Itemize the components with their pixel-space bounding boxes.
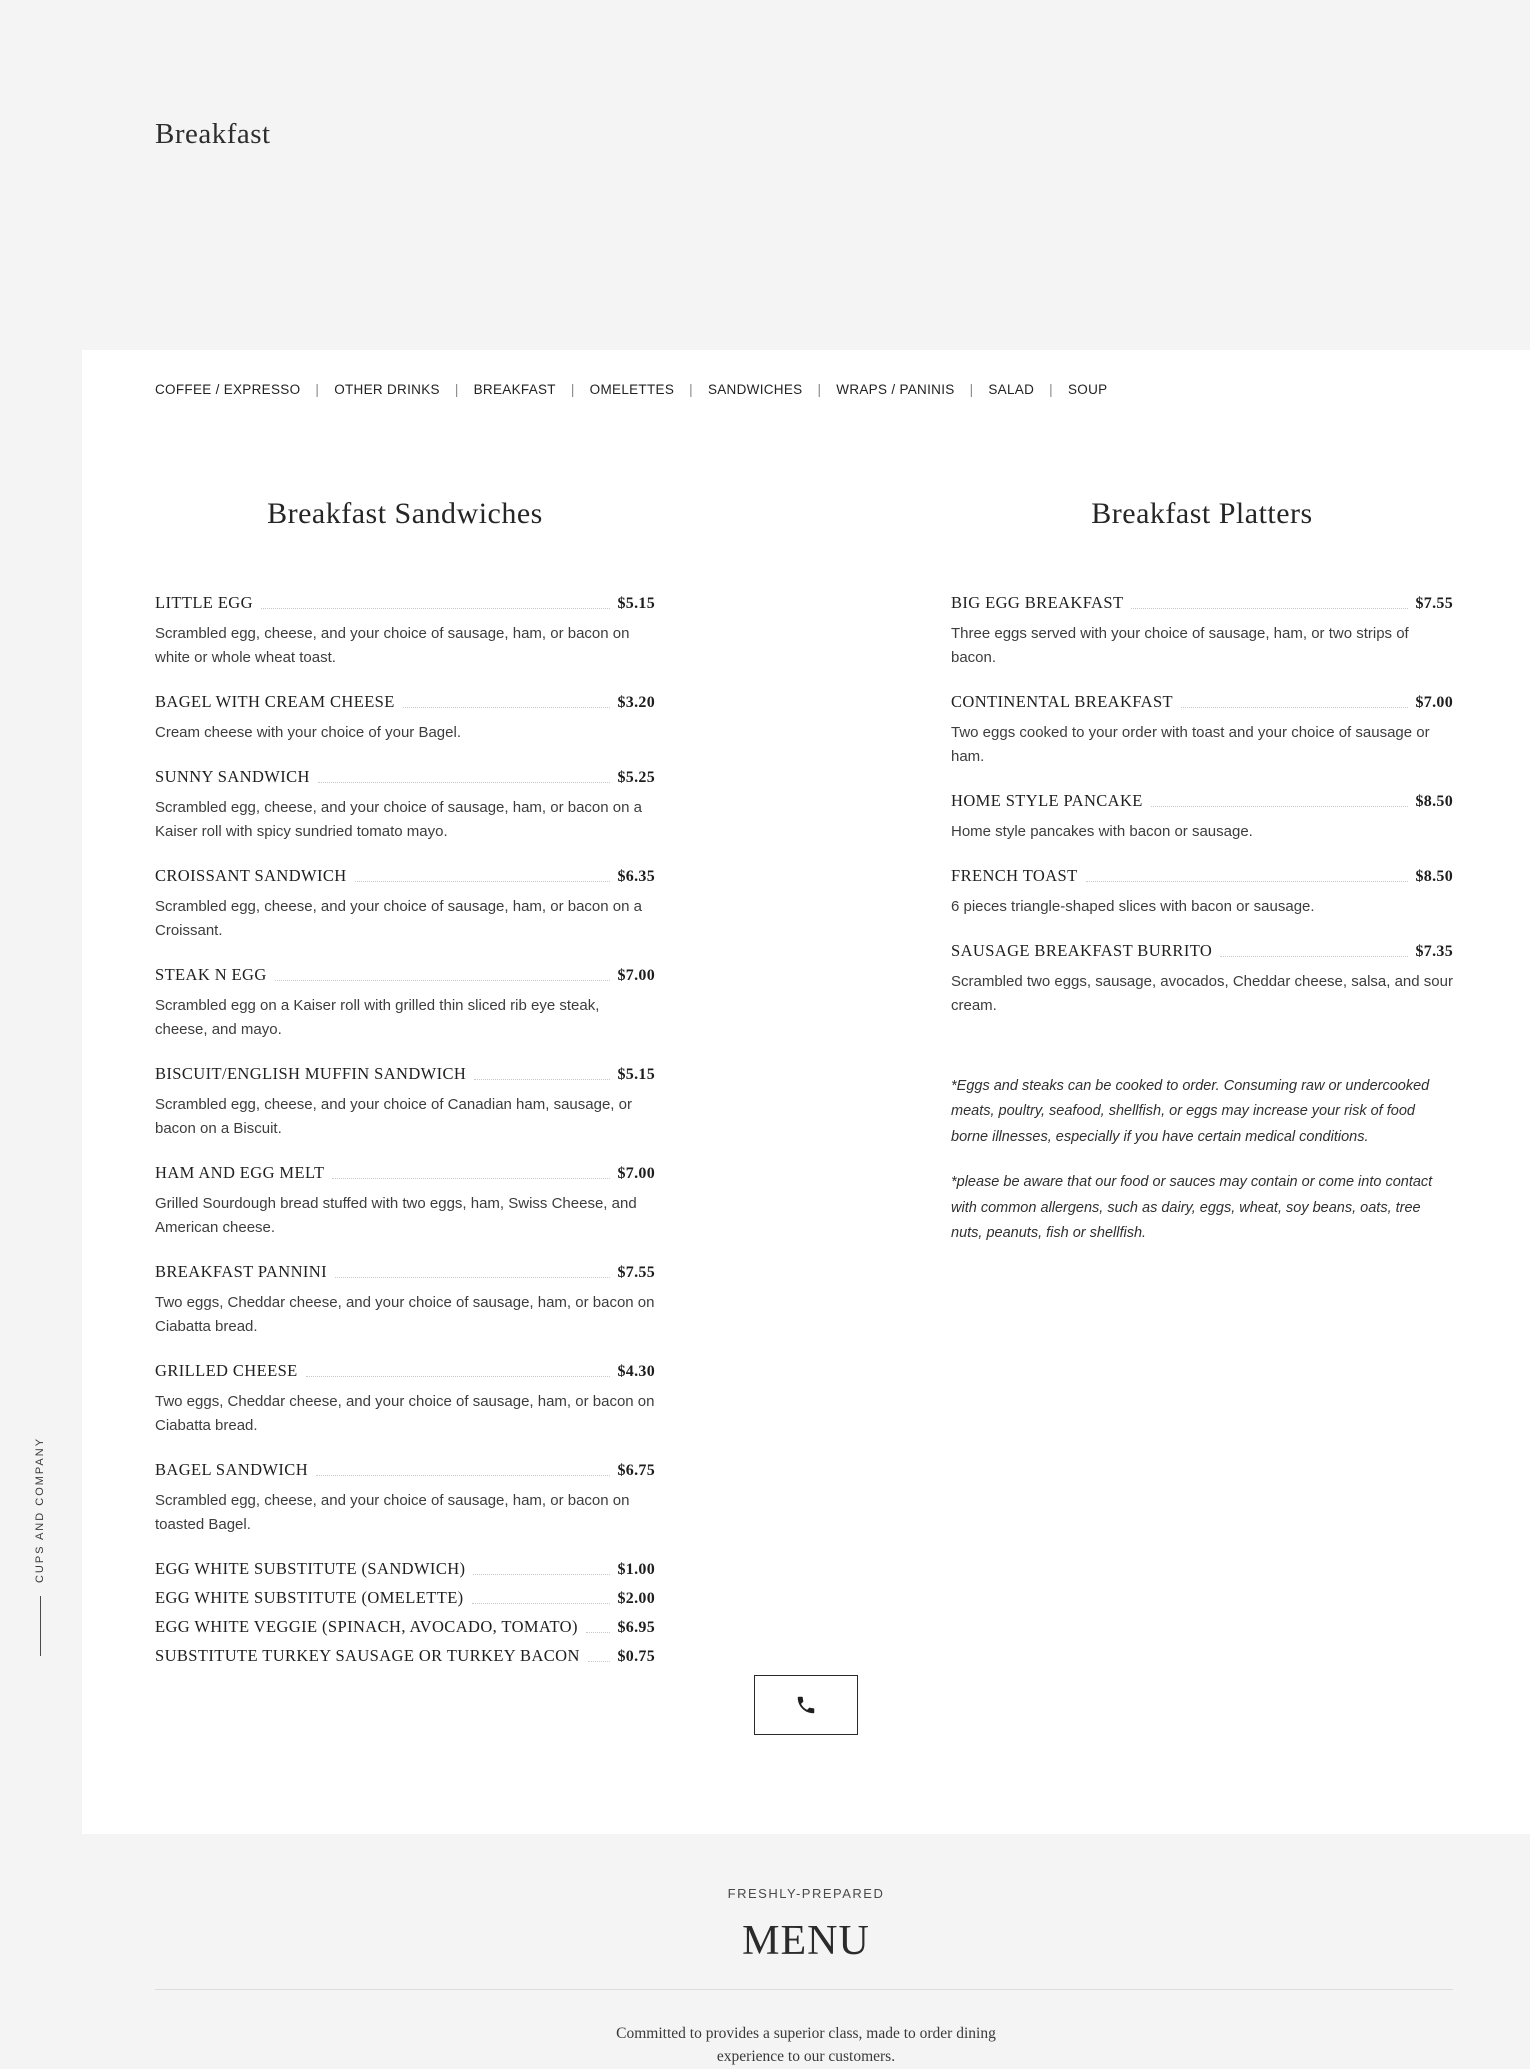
menu-item-french-toast	[951, 866, 1453, 919]
menu-item-price: $6.35	[617, 868, 655, 885]
menu-item-row	[155, 866, 655, 886]
nav-item-salad[interactable]: SALAD	[988, 382, 1035, 397]
nav-item-breakfast[interactable]: BREAKFAST	[473, 382, 556, 397]
menu-item-price: $2.00	[617, 1590, 655, 1607]
nav-separator: |	[817, 382, 822, 397]
menu-item-name: FRENCH TOAST	[951, 866, 1078, 885]
dotted-leader	[472, 1603, 610, 1604]
nav-item-soup[interactable]: SOUP	[1067, 382, 1108, 397]
menu-item-price: $7.00	[617, 1165, 655, 1182]
nav-separator: |	[1049, 382, 1053, 397]
menu-item-row	[155, 1064, 655, 1084]
menu-item-price: $1.00	[617, 1561, 655, 1578]
menu-item-description: Two eggs, Cheddar cheese, and your choice of sausage, ham, or bacon on Ciabatta bread.	[155, 1294, 655, 1335]
footer-description-line1: Committed to provides a superior class, made to order dining	[616, 2025, 996, 2042]
menu-item-name: HAM AND EGG MELT	[155, 1163, 325, 1182]
menu-item-ham-and-egg-melt	[155, 1163, 655, 1240]
menu-item-sunny-sandwich	[155, 767, 655, 844]
dotted-leader	[275, 980, 610, 981]
menu-item-grilled-cheese	[155, 1361, 655, 1438]
footer-title: MENU	[742, 1918, 870, 1964]
menu-item-name: CONTINENTAL BREAKFAST	[951, 692, 1174, 711]
menu-item-row	[155, 767, 655, 787]
menu-content-panel	[82, 350, 1530, 1834]
dotted-leader	[1131, 608, 1407, 609]
dotted-leader	[306, 1376, 610, 1377]
menu-item-price: $7.35	[1415, 943, 1453, 960]
menu-item-row	[951, 692, 1453, 712]
dotted-leader	[355, 881, 610, 882]
menu-item-description: Grilled Sourdough bread stuffed with two eggs, ham, Swiss Cheese, and American cheese.	[155, 1195, 637, 1236]
menu-item-price: $6.95	[617, 1619, 655, 1636]
dotted-leader	[335, 1277, 610, 1278]
menu-item-sausage-breakfast-burrito	[951, 941, 1453, 1018]
menu-item-egg-white-substitute-omelette	[155, 1588, 655, 1608]
menu-item-row	[155, 1163, 655, 1183]
nav-separator: |	[969, 382, 974, 397]
nav-item-coffee-expresso[interactable]: COFFEE / EXPRESSO	[155, 382, 301, 397]
menu-item-description: Scrambled egg, cheese, and your choice of sausage, ham, or bacon on a Croissant.	[155, 898, 642, 939]
menu-item-row	[155, 1361, 655, 1381]
nav-separator: |	[315, 382, 320, 397]
menu-item-row	[155, 1617, 655, 1637]
menu-item-description: Scrambled egg, cheese, and your choice of sausage, ham, or bacon on a Kaiser roll with spicy sundried tomato mayo.	[155, 799, 642, 840]
dotted-leader	[318, 782, 610, 783]
menu-item-description: Two eggs cooked to your order with toast and your choice of sausage or ham.	[951, 724, 1430, 765]
menu-item-name: BISCUIT/ENGLISH MUFFIN SANDWICH	[155, 1064, 467, 1083]
menu-item-price: $3.20	[617, 694, 655, 711]
menu-item-row	[155, 965, 655, 985]
menu-item-continental-breakfast	[951, 692, 1453, 769]
menu-item-name: STEAK N EGG	[155, 965, 267, 984]
disclaimer-note: *Eggs and steaks can be cooked to order. Consuming raw or undercooked meats, poultry, seafood, shellfish, or eggs may increase your risk of food borne illnesses, especially if you have certain medical conditions.	[951, 1078, 1430, 1145]
menu-item-name: BAGEL WITH CREAM CHEESE	[155, 692, 395, 711]
nav-separator: |	[570, 382, 575, 397]
page-title: Breakfast	[155, 118, 271, 150]
menu-columns	[82, 497, 1530, 1675]
menu-item-row	[155, 1559, 655, 1579]
category-nav	[82, 350, 1530, 397]
nav-separator: |	[454, 382, 459, 397]
menu-item-row	[951, 866, 1453, 886]
menu-item-description: Three eggs served with your choice of sausage, ham, or two strips of bacon.	[951, 625, 1409, 666]
menu-item-big-egg-breakfast	[951, 593, 1453, 670]
menu-item-price: $7.00	[617, 967, 655, 984]
sidebar-vertical-rule	[40, 1596, 41, 1656]
dotted-leader	[1181, 707, 1407, 708]
menu-item-price: $8.50	[1415, 868, 1453, 885]
menu-item-egg-white-veggie-spinach-avocado-tomato	[155, 1617, 655, 1637]
dotted-leader	[473, 1574, 609, 1575]
dotted-leader	[474, 1079, 609, 1080]
footer-description-line2: experience to our customers.	[716, 2048, 896, 2066]
menu-item-row	[951, 791, 1453, 811]
disclaimer-notes	[951, 1074, 1453, 1246]
menu-item-price: $6.75	[617, 1462, 655, 1479]
menu-item-croissant-sandwich	[155, 866, 655, 943]
dotted-leader	[332, 1178, 609, 1179]
menu-item-price: $4.30	[617, 1363, 655, 1380]
menu-item-breakfast-pannini	[155, 1262, 655, 1339]
footer-inner	[82, 1834, 1530, 2069]
menu-item-row	[155, 593, 655, 613]
menu-item-description: Home style pancakes with bacon or sausage.	[951, 823, 1253, 840]
footer-description	[82, 2022, 1530, 2069]
menu-item-little-egg	[155, 593, 655, 670]
menu-item-price: $8.50	[1415, 793, 1453, 810]
menu-item-price: $5.15	[617, 595, 655, 612]
menu-item-biscuit-english-muffin-sandwich	[155, 1064, 655, 1141]
menu-item-description: 6 pieces triangle-shaped slices with bacon or sausage.	[951, 898, 1315, 915]
dotted-leader	[403, 707, 610, 708]
menu-item-bagel-with-cream-cheese	[155, 692, 655, 745]
menu-item-name: BREAKFAST PANNINI	[155, 1262, 327, 1281]
nav-separator: |	[689, 382, 693, 397]
menu-item-name: GRILLED CHEESE	[155, 1361, 298, 1380]
nav-item-other-drinks[interactable]: OTHER DRINKS	[334, 382, 440, 397]
menu-item-name: HOME STYLE PANCAKE	[951, 791, 1143, 810]
dotted-leader	[316, 1475, 609, 1476]
menu-item-price: $5.15	[617, 1066, 655, 1083]
menu-item-row	[155, 1460, 655, 1480]
phone-button[interactable]	[754, 1675, 858, 1735]
section-title: Breakfast Sandwiches	[267, 497, 543, 530]
dotted-leader	[261, 608, 610, 609]
menu-item-description: Scrambled egg on a Kaiser roll with grilled thin sliced rib eye steak, cheese, and mayo.	[155, 997, 600, 1038]
menu-item-steak-n-egg	[155, 965, 655, 1042]
menu-item-name: EGG WHITE SUBSTITUTE (SANDWICH)	[155, 1559, 466, 1578]
menu-item-row	[951, 593, 1453, 613]
footer-tagline: FRESHLY-PREPARED	[727, 1886, 885, 1901]
phone-icon	[795, 1694, 817, 1716]
menu-item-price: $7.00	[1415, 694, 1453, 711]
menu-item-price: $7.55	[1415, 595, 1453, 612]
menu-item-description: Scrambled two eggs, sausage, avocados, Cheddar cheese, salsa, and sour cream.	[951, 973, 1453, 1014]
menu-item-description: Two eggs, Cheddar cheese, and your choice of sausage, ham, or bacon on Ciabatta bread.	[155, 1393, 655, 1434]
nav-item-sandwiches[interactable]: SANDWICHES	[707, 382, 803, 397]
menu-item-name: EGG WHITE SUBSTITUTE (OMELETTE)	[155, 1588, 464, 1607]
menu-item-egg-white-substitute-sandwich	[155, 1559, 655, 1579]
nav-item-wraps-paninis[interactable]: WRAPS / PANINIS	[836, 382, 955, 397]
menu-item-name: BIG EGG BREAKFAST	[951, 593, 1124, 612]
menu-item-bagel-sandwich	[155, 1460, 655, 1537]
menu-item-description: Scrambled egg, cheese, and your choice of Canadian ham, sausage, or bacon on a Biscuit.	[155, 1096, 632, 1137]
menu-item-name: CROISSANT SANDWICH	[155, 866, 347, 885]
menu-item-price: $7.55	[617, 1264, 655, 1281]
nav-item-omelettes[interactable]: OMELETTES	[589, 382, 675, 397]
disclaimer-note: *please be aware that our food or sauces may contain or come into contact with common allergens, such as dairy, eggs, wheat, soy beans, oats, tree nuts, peanuts, fish or shellfish.	[951, 1174, 1433, 1241]
menu-item-row	[951, 941, 1453, 961]
menu-item-row	[155, 692, 655, 712]
menu-item-description: Scrambled egg, cheese, and your choice of sausage, ham, or bacon on toasted Bagel.	[155, 1492, 630, 1533]
menu-item-name: EGG WHITE VEGGIE (SPINACH, AVOCADO, TOMATO)	[155, 1617, 578, 1636]
menu-item-description: Scrambled egg, cheese, and your choice of sausage, ham, or bacon on white or whole wheat toast.	[155, 625, 630, 666]
menu-item-name: BAGEL SANDWICH	[155, 1460, 309, 1479]
menu-item-description: Cream cheese with your choice of your Bagel.	[155, 724, 461, 741]
footer-divider	[155, 1989, 1453, 1990]
dotted-leader	[1086, 881, 1408, 882]
menu-item-name: LITTLE EGG	[155, 593, 253, 612]
footer	[0, 1834, 1530, 2065]
menu-item-name: SAUSAGE BREAKFAST BURRITO	[951, 941, 1213, 960]
menu-item-price: $5.25	[617, 769, 655, 786]
menu-section-breakfast-platters	[951, 497, 1453, 1675]
menu-section-breakfast-sandwiches	[155, 497, 655, 1675]
menu-item-row	[155, 1262, 655, 1282]
dotted-leader	[586, 1632, 610, 1633]
menu-item-name: SUBSTITUTE TURKEY SAUSAGE OR TURKEY BACON	[155, 1646, 580, 1665]
dotted-leader	[588, 1661, 610, 1662]
phone-button-wrap	[82, 1675, 1530, 1735]
section-title: Breakfast Platters	[1091, 497, 1313, 530]
menu-item-row	[155, 1646, 655, 1666]
dotted-leader	[1220, 956, 1407, 957]
menu-item-home-style-pancake	[951, 791, 1453, 844]
menu-item-row	[155, 1588, 655, 1608]
menu-item-name: SUNNY SANDWICH	[155, 767, 310, 786]
dotted-leader	[1151, 806, 1408, 807]
menu-item-substitute-turkey-sausage-or-turkey-bacon	[155, 1646, 655, 1666]
vertical-brand-text: CUPS AND COMPANY	[34, 1436, 46, 1584]
menu-item-price: $0.75	[617, 1648, 655, 1665]
